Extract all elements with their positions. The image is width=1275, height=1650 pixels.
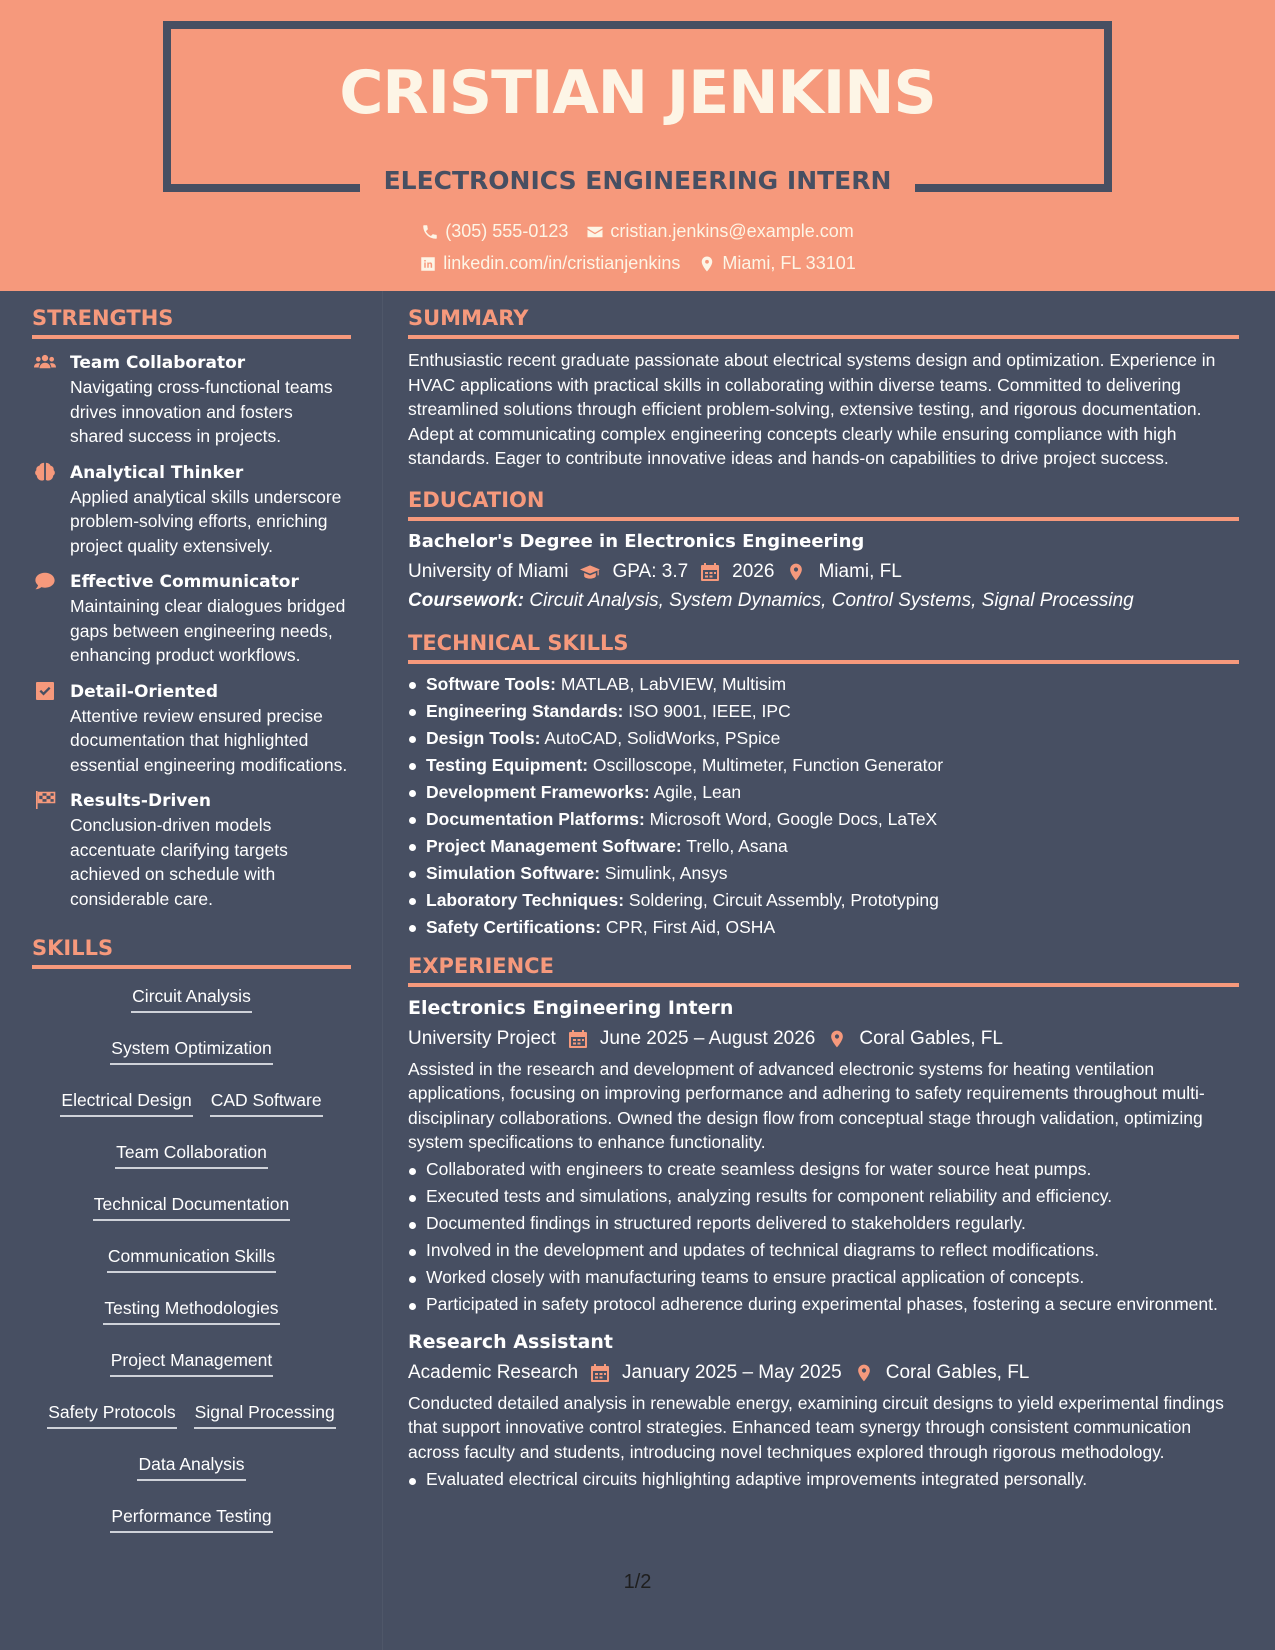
- graduation-cap-icon: [578, 562, 602, 582]
- list-item: Participated in safety protocol adherence during experimental phases, fostering a secure environment.: [408, 1292, 1239, 1317]
- list-item: Software Tools: MATLAB, LabVIEW, Multisim: [408, 671, 1239, 698]
- job-bullets: [408, 1467, 1239, 1492]
- school-name: University of Miami: [408, 560, 569, 582]
- strength-name: Results-Driven: [70, 791, 212, 811]
- job-location: Coral Gables, FL: [859, 1027, 1003, 1049]
- calendar-icon: [588, 1363, 612, 1383]
- job-title: Electronics Engineering Intern: [408, 996, 734, 1019]
- summary-heading: SUMMARY: [408, 305, 1239, 339]
- job-location: Coral Gables, FL: [885, 1361, 1030, 1383]
- skill-tag: Testing Methodologies: [103, 1297, 279, 1325]
- page-number: 1/2: [623, 1571, 652, 1593]
- gpa-text: GPA: 3.7: [612, 560, 689, 582]
- coursework: [408, 586, 1239, 616]
- summary-text: Enthusiastic recent graduate passionate about electrical systems design and optimization. Experience in HVAC applications with practical skills in collaborating within diverse teams. Committed to delivering streamlined solutions through efficient problem-solving, extensive testing, and rigorous documentation. Adept at communicating complex engineering concepts clearly while ensuring compliance with high standards. Eager to contribute innovative ideas and hands-on capabilities to drive project success.: [408, 350, 1216, 468]
- map-marker-icon: [825, 1029, 849, 1049]
- linkedin-contact[interactable]: [419, 253, 680, 274]
- technical-skills-heading: TECHNICAL SKILLS: [408, 630, 1239, 664]
- experience-heading: EXPERIENCE: [408, 953, 1239, 987]
- job-org: University Project: [408, 1027, 556, 1049]
- job-dates: June 2025 – August 2026: [599, 1027, 816, 1049]
- skill-tag: System Optimization: [110, 1037, 272, 1065]
- strength-name: Effective Communicator: [70, 572, 299, 592]
- envelope-icon: [586, 223, 604, 241]
- strength-item: [32, 462, 351, 559]
- contact-row-2: [0, 253, 1275, 274]
- job-dates: January 2025 – May 2025: [622, 1361, 842, 1383]
- list-item: Testing Equipment: Oscilloscope, Multimeter, Function Generator: [408, 752, 1239, 779]
- strength-desc: Applied analytical skills underscore problem-solving efforts, enriching project quality extensively.: [70, 486, 342, 556]
- calendar-icon: [566, 1029, 590, 1049]
- skill-tag: Communication Skills: [107, 1245, 276, 1273]
- skill-tag: Data Analysis: [137, 1453, 245, 1481]
- job-org: Academic Research: [408, 1361, 579, 1383]
- job-entry: [408, 996, 1239, 1317]
- list-item: Documented findings in structured reports delivered to stakeholders regularly.: [408, 1211, 1239, 1236]
- job-title: Research Assistant: [408, 1330, 613, 1353]
- email-contact[interactable]: [586, 221, 853, 242]
- list-item: Engineering Standards: ISO 9001, IEEE, IPC: [408, 698, 1239, 725]
- job-bullets: [408, 1157, 1239, 1317]
- skill-tag: Performance Testing: [110, 1505, 272, 1533]
- list-item: Design Tools: AutoCAD, SolidWorks, PSpice: [408, 725, 1239, 752]
- phone-contact[interactable]: [421, 221, 568, 242]
- map-marker-icon: [852, 1363, 876, 1383]
- strength-name: Detail-Oriented: [70, 681, 219, 702]
- skills-cloud: [32, 969, 351, 1533]
- calendar-icon: [698, 562, 722, 582]
- skill-tag: Technical Documentation: [93, 1193, 291, 1221]
- list-item: Collaborated with engineers to create seamless designs for water source heat pumps.: [408, 1157, 1239, 1182]
- strength-name: Team Collaborator: [70, 353, 246, 373]
- job-description: Conducted detailed analysis in renewable energy, examining circuit designs to yield experimental findings that support innovative control strategies. Enhanced team synergy through consistent communication across faculty and students, introducing novel techniques explored through rigorous methodology.: [408, 1392, 1224, 1462]
- list-item: Project Management Software: Trello, Asana: [408, 833, 1239, 860]
- coursework-label: Coursework:: [408, 589, 525, 611]
- location-contact: [698, 253, 855, 274]
- job-description: Assisted in the research and development of advanced electronic systems for heating ventilation applications, focusing on improving performance and adhering to safety requirements throughout multi-disciplinary collaborations. Owned the design flow from conceptual stage through validation, optimizing system specifications to enhance functionality.: [408, 1058, 1205, 1152]
- education-location: Miami, FL: [818, 560, 902, 582]
- skill-tag: Project Management: [110, 1349, 273, 1377]
- strength-item: [32, 681, 351, 778]
- location-text: Miami, FL 33101: [722, 253, 856, 273]
- skill-tag: Circuit Analysis: [131, 985, 252, 1013]
- technical-skills-list: [408, 671, 1239, 941]
- list-item: Executed tests and simulations, analyzing results for component reliability and efficiency.: [408, 1184, 1239, 1209]
- strength-desc: Maintaining clear dialogues bridged gaps between engineering needs, enhancing product workflows.: [70, 596, 346, 665]
- education-meta: [408, 558, 1239, 586]
- list-item: Development Frameworks: Agile, Lean: [408, 779, 1239, 806]
- job-meta: [408, 1359, 1239, 1387]
- list-item: Evaluated electrical circuits highlighting adaptive improvements integrated personally.: [408, 1467, 1239, 1492]
- coursework-list: Circuit Analysis, System Dynamics, Control Systems, Signal Processing: [529, 589, 1134, 611]
- list-item: Involved in the development and updates of technical diagrams to reflect modifications.: [408, 1238, 1239, 1263]
- flag-checkered-icon: [32, 790, 58, 810]
- checkbox-icon: [32, 681, 58, 701]
- skills-heading: SKILLS: [32, 935, 351, 969]
- list-item: Documentation Platforms: Microsoft Word, Google Docs, LaTeX: [408, 806, 1239, 833]
- list-item: Worked closely with manufacturing teams to ensure practical application of concepts.: [408, 1265, 1239, 1290]
- list-item: Laboratory Techniques: Soldering, Circuit Assembly, Prototyping: [408, 887, 1239, 914]
- map-marker-icon: [784, 562, 808, 582]
- strengths-heading: STRENGTHS: [32, 305, 351, 339]
- map-marker-icon: [698, 255, 716, 273]
- skill-tag: Signal Processing: [194, 1401, 336, 1429]
- phone-icon: [421, 223, 439, 241]
- skill-tag: Electrical Design: [60, 1089, 192, 1117]
- email-text: cristian.jenkins@example.com: [610, 221, 854, 241]
- graduation-year: 2026: [732, 560, 775, 582]
- education-heading: EDUCATION: [408, 487, 1239, 521]
- brain-icon: [32, 462, 58, 482]
- strength-item: [32, 571, 351, 668]
- skill-tag: CAD Software: [210, 1089, 323, 1117]
- linkedin-text: linkedin.com/in/cristianjenkins: [443, 253, 681, 273]
- sidebar: [32, 305, 351, 1533]
- strength-desc: Conclusion-driven models accentuate clarifying targets achieved on schedule with considerable care.: [70, 815, 288, 909]
- phone-text: (305) 555-0123: [445, 221, 569, 241]
- strength-desc: Attentive review ensured precise documentation that highlighted essential engineering modifications.: [70, 705, 348, 775]
- strength-item: [32, 352, 351, 449]
- job-entry: [408, 1330, 1239, 1492]
- linkedin-icon: [419, 255, 437, 273]
- strength-name: Analytical Thinker: [70, 462, 244, 483]
- candidate-name: CRISTIAN JENKINS: [339, 58, 936, 128]
- comment-icon: [32, 571, 58, 591]
- list-item: Simulation Software: Simulink, Ansys: [408, 860, 1239, 887]
- skill-tag: Safety Protocols: [47, 1401, 176, 1429]
- skill-tag: Team Collaboration: [115, 1141, 268, 1169]
- resume-header: [0, 0, 1275, 291]
- users-icon: [32, 352, 58, 372]
- list-item: Safety Certifications: CPR, First Aid, OSHA: [408, 914, 1239, 941]
- job-title: ELECTRONICS ENGINEERING INTERN: [383, 166, 892, 195]
- main-content: [408, 305, 1239, 1491]
- strength-item: [32, 790, 351, 911]
- strength-desc: Navigating cross-functional teams drives innovation and fosters shared success in projects.: [70, 377, 333, 446]
- contact-row: [0, 221, 1275, 242]
- job-meta: [408, 1025, 1239, 1053]
- degree-name: Bachelor's Degree in Electronics Engineering: [408, 530, 865, 552]
